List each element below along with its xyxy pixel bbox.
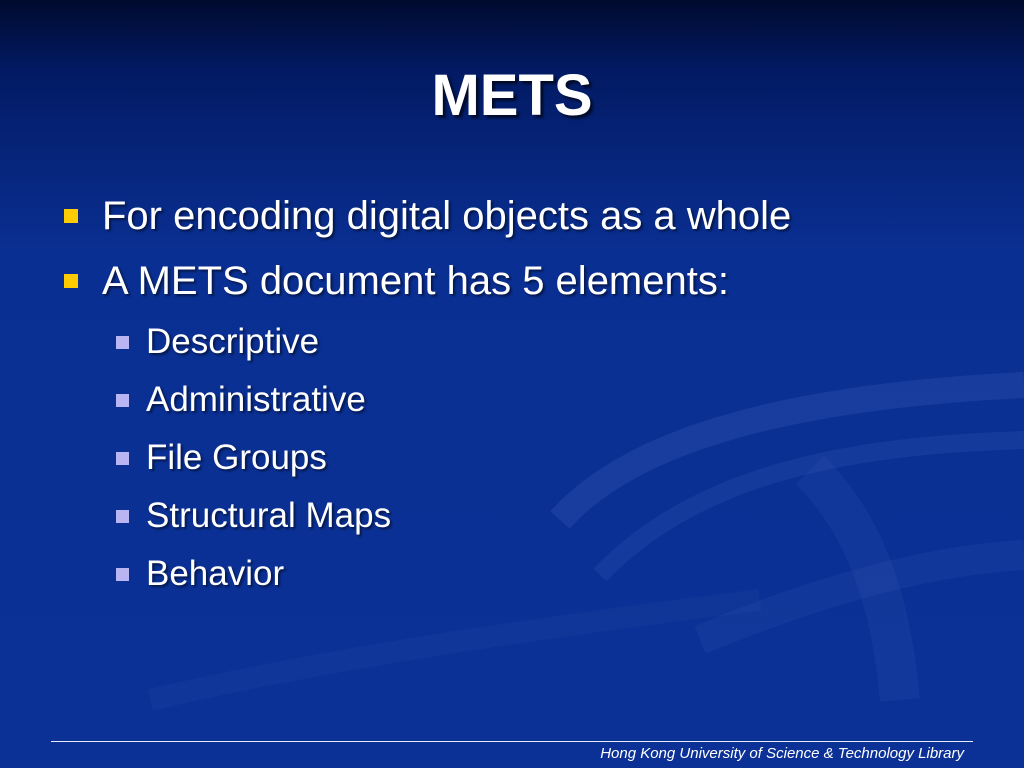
square-sub-bullet-icon: [116, 510, 129, 523]
square-sub-bullet-icon: [116, 568, 129, 581]
bullet-item: [64, 188, 984, 253]
bullet-text: For encoding digital objects as a whole: [102, 194, 792, 238]
sub-bullet-item: [64, 434, 984, 492]
sub-bullet-item: [64, 318, 984, 376]
sub-bullet-text: Administrative: [146, 380, 366, 419]
slide-title: METS: [431, 63, 593, 128]
square-sub-bullet-icon: [116, 452, 129, 465]
square-sub-bullet-icon: [116, 336, 129, 349]
sub-bullet-text: File Groups: [146, 438, 327, 477]
sub-bullet-text: Descriptive: [146, 322, 320, 361]
square-sub-bullet-icon: [116, 394, 129, 407]
sub-bullet-item: [64, 550, 984, 608]
sub-bullet-item: [64, 492, 984, 550]
square-bullet-icon: [64, 274, 78, 288]
footer-text: Hong Kong University of Science & Technology Library: [600, 745, 964, 762]
square-bullet-icon: [64, 209, 78, 223]
footer-divider: [51, 741, 973, 742]
bullet-list: [64, 188, 984, 608]
bullet-text: A METS document has 5 elements:: [102, 259, 729, 303]
sub-bullet-text: Structural Maps: [146, 496, 392, 535]
bullet-item: [64, 253, 984, 318]
sub-bullet-text: Behavior: [146, 554, 285, 593]
sub-bullet-item: [64, 376, 984, 434]
